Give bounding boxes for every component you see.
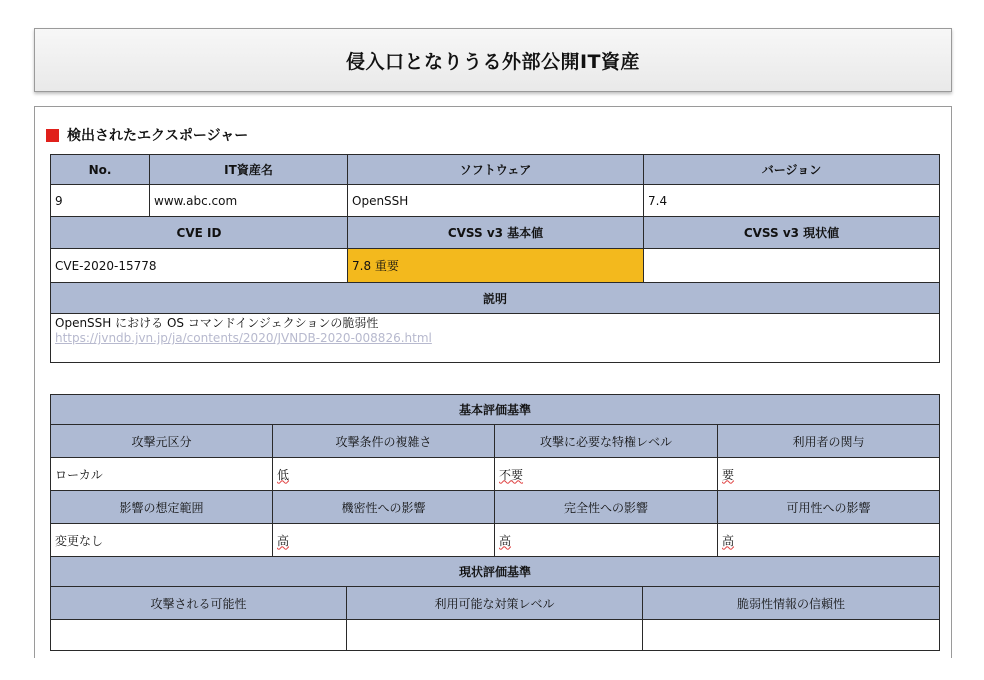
header-scope: 影響の想定範囲 xyxy=(51,491,273,524)
base-title-row xyxy=(51,395,940,425)
value-scope: 変更なし xyxy=(51,524,273,557)
header-integrity: 完全性への影響 xyxy=(495,491,718,524)
value-privileges-required: 不要 xyxy=(495,458,718,491)
header-exploitability: 攻撃される可能性 xyxy=(51,587,347,620)
base-header-row-1 xyxy=(51,425,940,458)
base-value-row-1 xyxy=(51,458,940,491)
value-remediation-level xyxy=(347,620,643,651)
header-privileges-required: 攻撃に必要な特権レベル xyxy=(495,425,718,458)
value-cve-id: CVE-2020-15778 xyxy=(51,249,348,283)
temporal-metrics-title: 現状評価基準 xyxy=(51,557,940,587)
base-header-row-2 xyxy=(51,491,940,524)
description-link[interactable]: https://jvndb.jvn.jp/ja/contents/2020/JVNDB-2020-008826.html xyxy=(55,331,432,345)
description-text: OpenSSH における OS コマンドインジェクションの脆弱性 xyxy=(55,316,379,330)
red-square-icon xyxy=(46,129,59,142)
header-remediation-level: 利用可能な対策レベル xyxy=(347,587,643,620)
value-no: 9 xyxy=(51,185,150,217)
cve-value-row xyxy=(51,249,940,283)
asset-header-row xyxy=(51,155,940,185)
value-exploitability xyxy=(51,620,347,651)
value-user-interaction: 要 xyxy=(718,458,940,491)
desc-header-row xyxy=(51,283,940,314)
header-no: No. xyxy=(51,155,150,185)
value-asset-name: www.abc.com xyxy=(150,185,348,217)
asset-value-row xyxy=(51,185,940,217)
asset-table xyxy=(50,154,940,363)
value-report-confidence xyxy=(643,620,940,651)
header-software: ソフトウェア xyxy=(348,155,644,185)
value-cvss-temporal xyxy=(644,249,940,283)
value-cvss-base: 7.8 重要 xyxy=(348,249,644,283)
header-attack-complexity: 攻撃条件の複雑さ xyxy=(273,425,495,458)
cve-header-row xyxy=(51,217,940,249)
value-availability: 高 xyxy=(718,524,940,557)
base-value-row-2 xyxy=(51,524,940,557)
temporal-title-row xyxy=(51,557,940,587)
header-user-interaction: 利用者の関与 xyxy=(718,425,940,458)
section-title: 検出されたエクスポージャー xyxy=(67,128,249,144)
value-version: 7.4 xyxy=(644,185,940,217)
header-attack-vector: 攻撃元区分 xyxy=(51,425,273,458)
value-integrity: 高 xyxy=(495,524,718,557)
value-attack-complexity: 低 xyxy=(273,458,495,491)
header-version: バージョン xyxy=(644,155,940,185)
desc-value-row xyxy=(51,314,940,363)
temporal-header-row xyxy=(51,587,940,620)
header-confidentiality: 機密性への影響 xyxy=(273,491,495,524)
temporal-value-row xyxy=(51,620,940,651)
header-availability: 可用性への影響 xyxy=(718,491,940,524)
base-metrics-title: 基本評価基準 xyxy=(51,395,940,425)
description-cell xyxy=(51,314,940,363)
section-heading xyxy=(46,125,248,145)
header-cve-id: CVE ID xyxy=(51,217,348,249)
page-title-box xyxy=(34,28,952,92)
header-report-confidence: 脆弱性情報の信頼性 xyxy=(643,587,940,620)
header-asset-name: IT資産名 xyxy=(150,155,348,185)
header-cvss-base: CVSS v3 基本値 xyxy=(348,217,644,249)
value-attack-vector: ローカル xyxy=(51,458,273,491)
value-software: OpenSSH xyxy=(348,185,644,217)
header-cvss-temporal: CVSS v3 現状値 xyxy=(644,217,940,249)
header-description: 説明 xyxy=(51,283,940,314)
page-title: 侵入口となりうる外部公開IT資産 xyxy=(345,50,641,73)
value-confidentiality: 高 xyxy=(273,524,495,557)
metrics-table xyxy=(50,394,940,651)
